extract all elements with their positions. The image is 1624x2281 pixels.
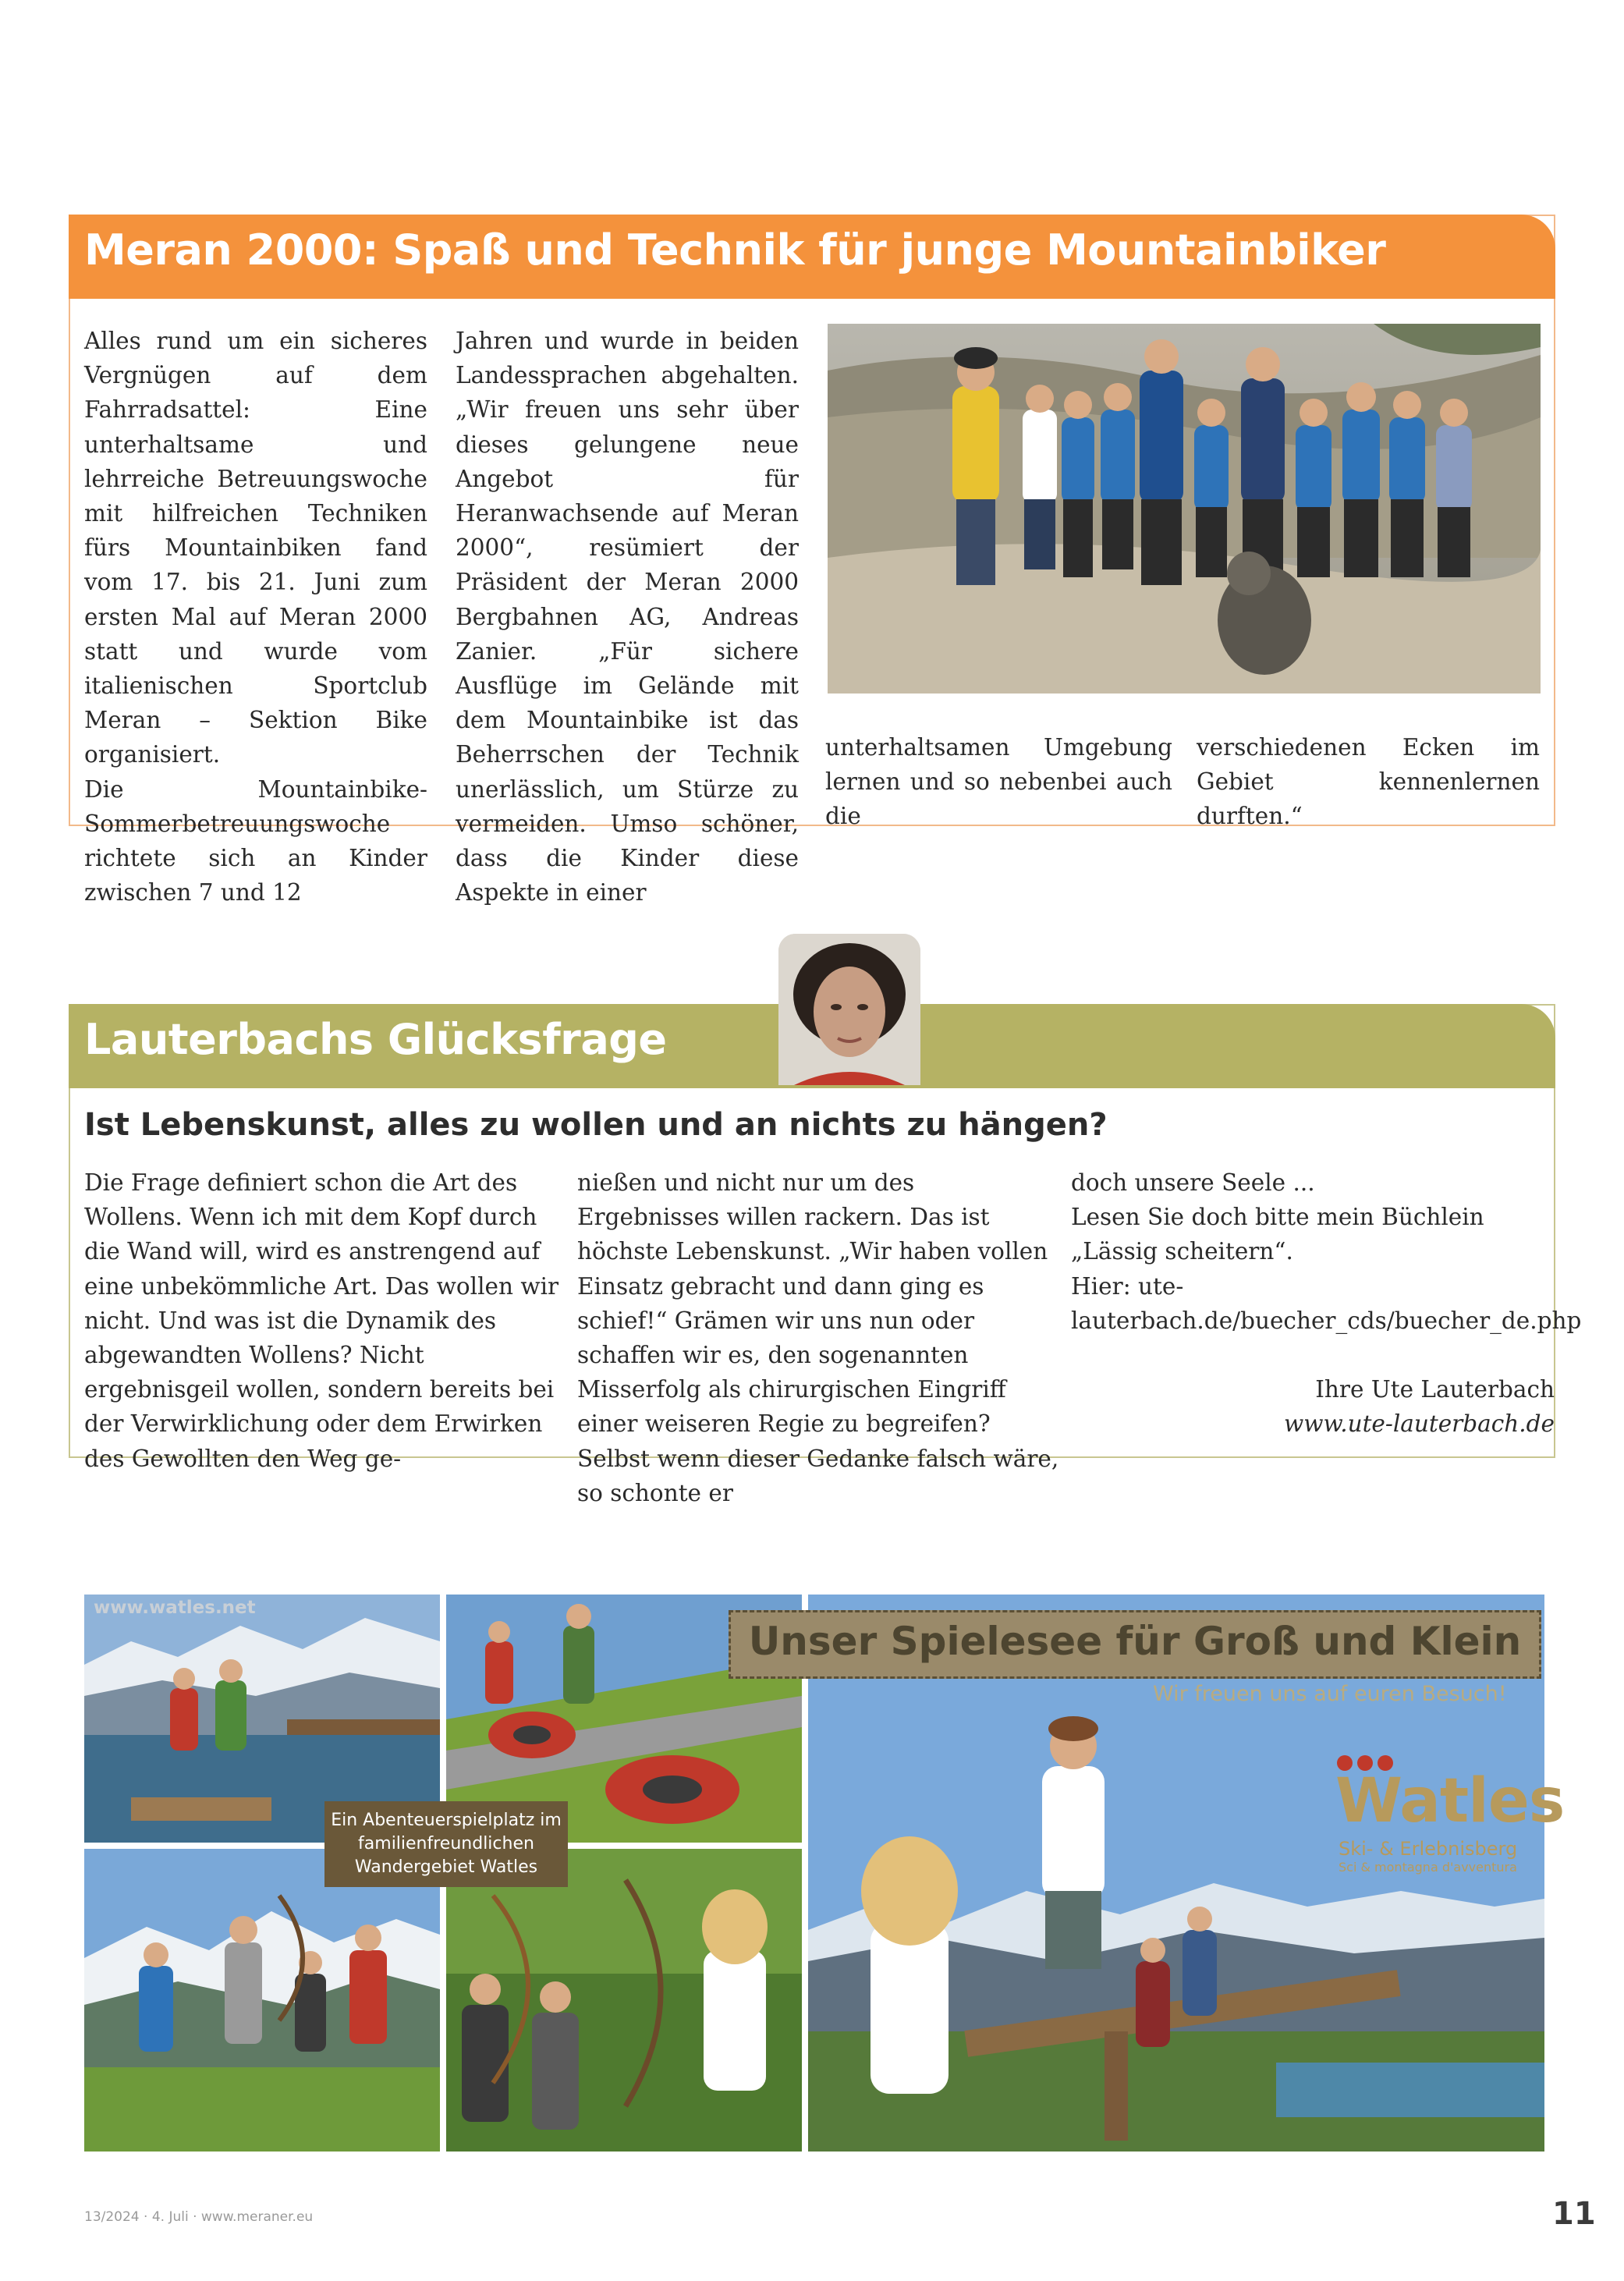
paragraph: Die Frage definiert schon die Art des Wollens. Wenn ich mit dem Kopf durch die Wand will, wird es anstrengend auf eine unbekömmliche Art. Das wollen wir nicht. Und was ist die Dynamik des abgewandten Wollens? Nicht ergebnisgeil wollen, sondern bereits bei der Verwirklichung oder dem Erwirken des Gewollten den Weg ge- — [84, 1169, 559, 1472]
paragraph: Die Mountainbike-Sommerbetreuungswoche richtete sich an Kinder zwischen 7 und 12 — [84, 775, 427, 906]
paragraph: verschiedenen Ecken im Gebiet kennenlernen durften.“ — [1197, 734, 1540, 830]
caption-line: Wandergebiet Watles — [354, 1857, 538, 1877]
article-title: Lauterbachs Glücksfrage — [84, 1015, 667, 1064]
ad-headline-banner — [729, 1610, 1541, 1679]
photo-illustration — [828, 324, 1541, 694]
photo-illustration — [446, 1849, 802, 2152]
author-portrait — [778, 934, 920, 1085]
ad-website-link[interactable]: www.watles.net — [94, 1598, 256, 1618]
photo-illustration — [84, 1849, 440, 2152]
book-link[interactable]: Hier: ute-lauterbach.de/buecher_cds/buecher_de.php — [1071, 1272, 1582, 1334]
ad-subline: Wir freuen uns auf euren Besuch! — [1153, 1682, 1507, 1706]
caption-line: familienfreundlichen — [358, 1834, 534, 1854]
paragraph: doch unsere Seele ... — [1071, 1169, 1315, 1196]
logo-tagline-de: Ski- & Erlebnisberg — [1339, 1838, 1518, 1860]
article-column-4 — [1197, 730, 1540, 834]
article-column-1 — [84, 324, 427, 910]
advertisement-watles — [84, 1595, 1565, 2152]
logo-name: Watles — [1335, 1766, 1565, 1836]
group-photo-mountainbikers — [828, 324, 1541, 694]
spacer — [1071, 1338, 1555, 1372]
article-column-2 — [577, 1165, 1061, 1510]
paragraph: Alles rund um ein sicheres Vergnügen auf dem Fahrradsattel: Eine unterhaltsame und lehrreiche Betreuungswoche mit hilfreichen Techniken fürs Mountainbiken fand vom 17. bis 21. Juni zum ersten Mal auf Meran 2000 statt und wurde vom italienischen Sportclub Meran – Sektion Bike organisiert. — [84, 328, 427, 768]
watles-logo — [1335, 1754, 1565, 1875]
portrait-illustration — [778, 934, 920, 1085]
page-number: 11 — [1552, 2196, 1596, 2232]
paragraph: nießen und nicht nur um des Ergebnisses willen rackern. Das ist höchste Lebenskunst. „Wir haben vollen Einsatz gebracht und dann ging es schief!“ Grämen wir uns nun oder schaffen wir es, den sogenannten Misserfolg als chirurgischen Eingriff einer weiseren Regie zu begreifen? Selbst wenn dieser Gedanke falsch wäre, so schonte er — [577, 1169, 1059, 1506]
article-subtitle: Ist Lebenskunst, alles zu wollen und an nichts zu hängen? — [84, 1107, 1108, 1143]
ad-headline: Unser Spielesee für Groß und Klein — [748, 1619, 1522, 1664]
article-mountainbike — [69, 215, 1555, 906]
ad-caption-box — [324, 1801, 568, 1887]
paragraph: Lesen Sie doch bitte mein Büchlein „Lässig scheitern“. — [1071, 1204, 1484, 1265]
article-column-1 — [84, 1165, 568, 1476]
article-header-bar — [69, 215, 1555, 299]
article-column-3 — [825, 730, 1172, 834]
article-lauterbach — [69, 1004, 1582, 1506]
paragraph: Jahren und wurde in beiden Landessprachen abgehalten. „Wir freuen uns sehr über dieses gelungene neue Angebot für Heranwachsende auf Meran 2000“, resümiert der Präsident der Meran 2000 Bergbahnen AG, Andreas Zanier. „Für sichere Ausflüge im Gelände mit dem Mountainbike ist das Beherrschen der Technik unerlässlich, um Stürze zu vermeiden. Umso schöner, dass die Kinder diese Aspekte in einer — [456, 328, 799, 906]
logo-tagline-it: Sci & montagna d'avventura — [1339, 1860, 1517, 1875]
issue-info: 13/2024 · 4. Juli · www.meraner.eu — [84, 2209, 314, 2225]
paragraph: unterhaltsamen Umgebung lernen und so nebenbei auch die — [825, 734, 1172, 830]
author-website-link[interactable]: www.ute-lauterbach.de — [1283, 1410, 1555, 1438]
ad-photo-archery-kids — [446, 1849, 802, 2152]
author-signature: Ihre Ute Lauterbach — [1315, 1376, 1555, 1403]
caption-line: Ein Abenteuerspielplatz im — [331, 1811, 562, 1830]
article-column-2 — [456, 324, 799, 910]
ad-photo-archery-family — [84, 1849, 440, 2152]
article-title: Meran 2000: Spaß und Technik für junge Mountainbiker — [84, 225, 1386, 275]
article-column-3 — [1071, 1165, 1582, 1442]
